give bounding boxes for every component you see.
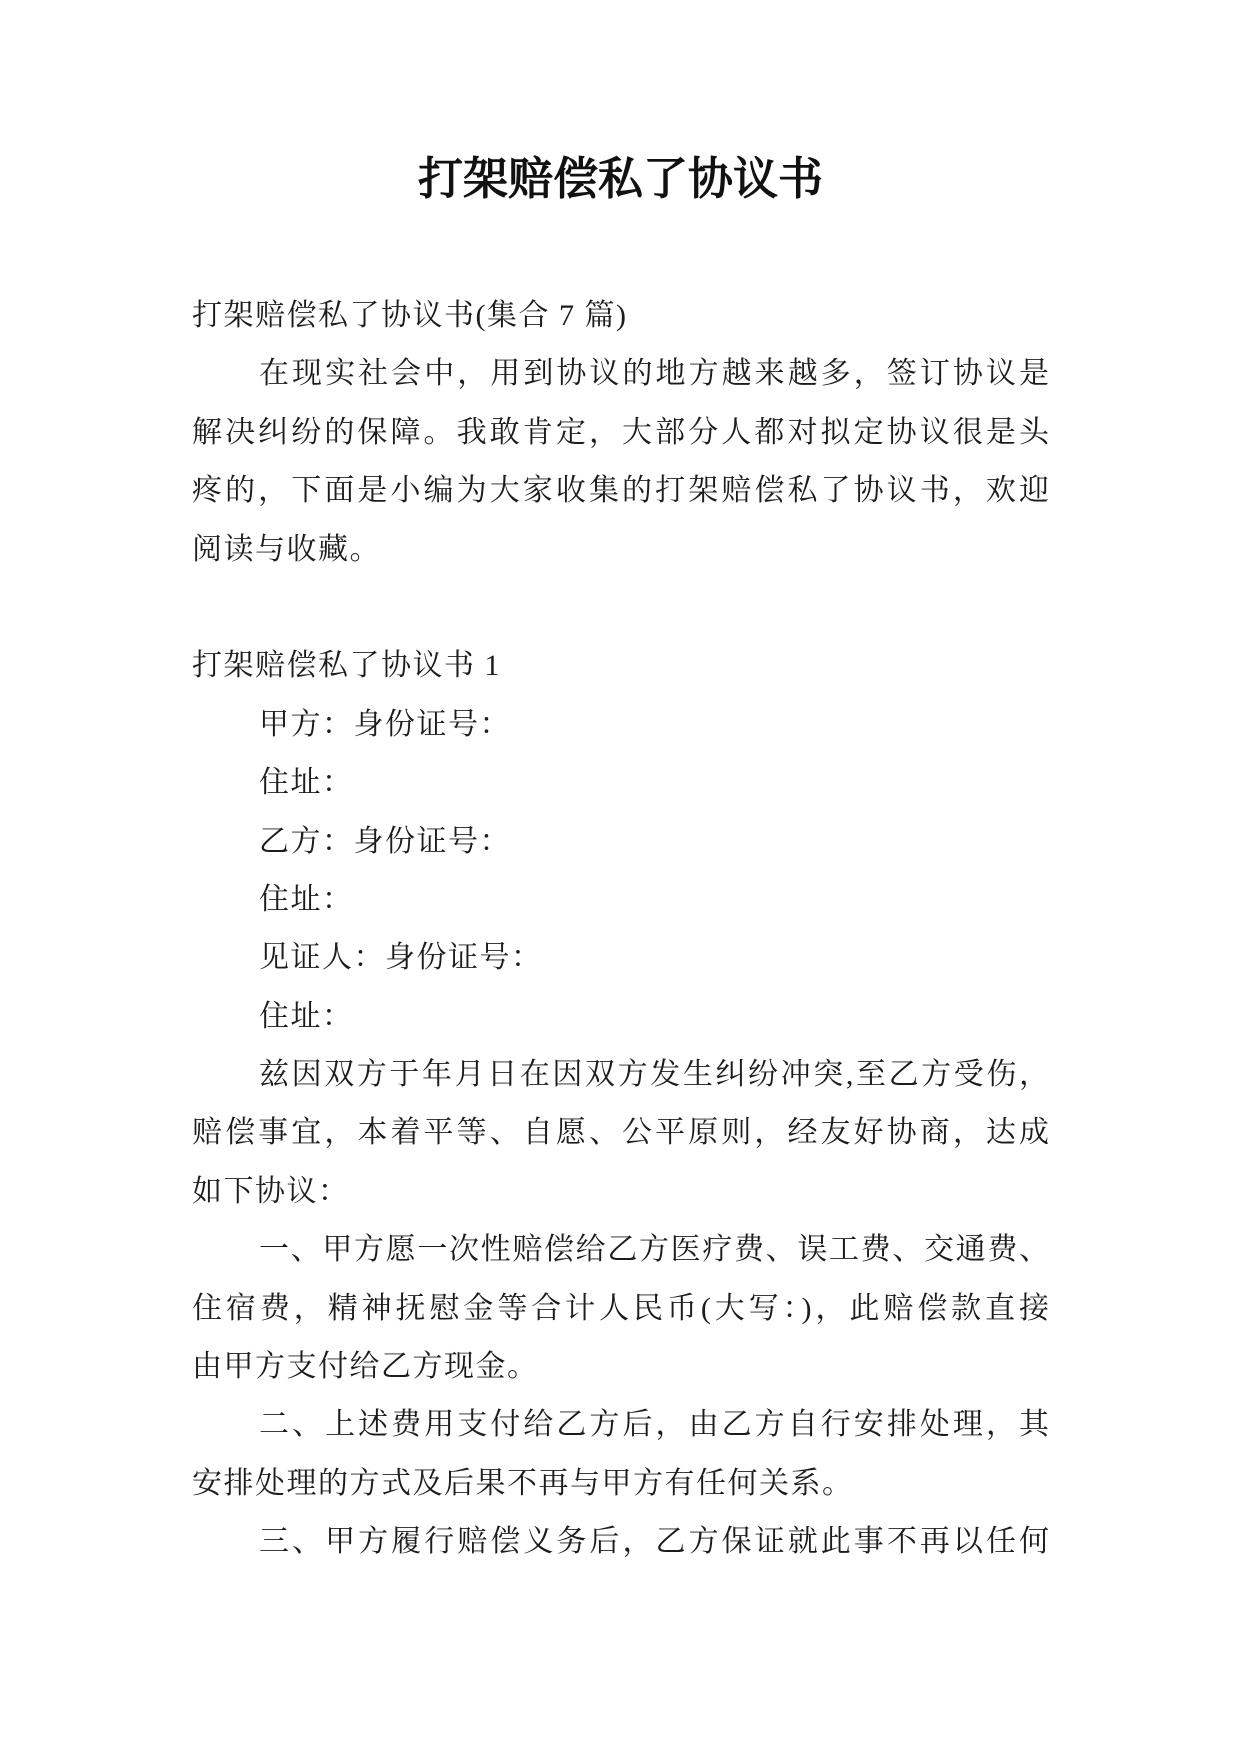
party-b-id-line: 乙方：身份证号： [259, 824, 511, 858]
witness-id-line: 见证人：身份证号： [259, 941, 543, 975]
clause-line: 二、上述费用支付给乙方后，由乙方自行安排处理，其 [259, 1408, 1049, 1442]
clause-line: 一、甲方愿一次性赔偿给乙方医疗费、误工费、交通费、 [259, 1233, 1049, 1267]
party-b-address-line: 住址： [259, 882, 354, 916]
preamble-paragraph [192, 1046, 1049, 1221]
document-title: 打架赔偿私了协议书 [417, 154, 823, 204]
clause-line: 由甲方支付给乙方现金。 [192, 1350, 539, 1384]
document-body [192, 287, 1049, 1572]
witness-address-line: 住址： [259, 999, 354, 1033]
collection-subtitle: 打架赔偿私了协议书(集合 7 篇) [192, 299, 628, 332]
preamble-line: 如下协议： [192, 1174, 350, 1208]
intro-line: 解决纠纷的保障。我敢肯定，大部分人都对拟定协议很是头 [192, 415, 1049, 449]
intro-line: 在现实社会中，用到协议的地方越来越多，签订协议是 [259, 357, 1049, 391]
clause-line: 安排处理的方式及后果不再与甲方有任何关系。 [192, 1466, 854, 1500]
section-heading: 打架赔偿私了协议书 1 [192, 649, 501, 683]
clause-1-paragraph [192, 1221, 1049, 1396]
clause-line: 住宿费，精神抚慰金等合计人民币(大写：)，此赔偿款直接 [192, 1291, 1049, 1325]
clause-3-paragraph [192, 1513, 1049, 1571]
blank-line [192, 579, 1049, 637]
intro-line: 疼的，下面是小编为大家收集的打架赔偿私了协议书，欢迎 [192, 474, 1049, 508]
intro-line: 阅读与收藏。 [192, 532, 381, 566]
party-a-address-line: 住址： [259, 766, 354, 800]
preamble-line: 赔偿事宜，本着平等、自愿、公平原则，经友好协商，达成 [192, 1116, 1049, 1150]
clause-line: 三、甲方履行赔偿义务后，乙方保证就此事不再以任何 [259, 1525, 1049, 1559]
preamble-line: 兹因双方于年月日在因双方发生纠纷冲突,至乙方受伤， [259, 1058, 1049, 1092]
party-a-id-line: 甲方：身份证号： [259, 707, 511, 741]
clause-2-paragraph [192, 1396, 1049, 1513]
intro-paragraph [192, 345, 1049, 579]
